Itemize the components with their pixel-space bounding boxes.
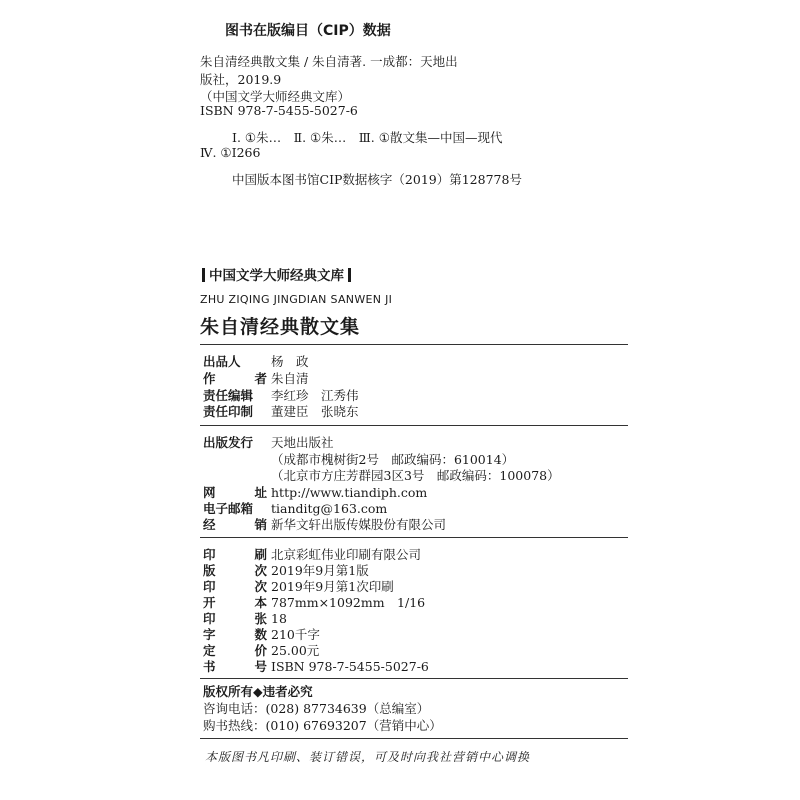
credit-label: 作 者 bbox=[203, 371, 267, 386]
publish-value: 新华文轩出版传媒股份有限公司 bbox=[271, 517, 447, 532]
cip-line: ISBN 978-7-5455-5027-6 bbox=[200, 103, 358, 118]
book-pinyin-title: ZHU ZIQING JINGDIAN SANWEN JI bbox=[200, 293, 393, 306]
publish-row bbox=[203, 433, 334, 451]
book-title: 朱自清经典散文集 bbox=[200, 316, 361, 338]
spec-value: 787mm×1092mm 1/16 bbox=[271, 595, 426, 610]
copyright-notice: 版权所有◆违者必究 bbox=[203, 684, 313, 699]
spec-label: 定 价 bbox=[203, 643, 267, 658]
divider bbox=[200, 678, 628, 679]
divider bbox=[200, 344, 628, 345]
cip-line: Ⅰ. ①朱… Ⅱ. ①朱… Ⅲ. ①散文集—中国—现代 bbox=[232, 130, 503, 145]
brand-bar-right bbox=[348, 268, 351, 282]
credit-value: 董建臣 张晓东 bbox=[271, 404, 359, 419]
publish-label: 出版发行 bbox=[203, 435, 254, 450]
spec-value: 2019年9月第1次印刷 bbox=[271, 579, 394, 594]
cip-line: （中国文学大师经典文库） bbox=[200, 89, 351, 104]
spec-value: 北京彩虹伟业印刷有限公司 bbox=[271, 547, 422, 562]
website-link[interactable]: http://www.tiandiph.com bbox=[271, 485, 428, 500]
spec-value: 210千字 bbox=[271, 627, 320, 642]
cip-line: 朱自清经典散文集 / 朱自清著. 一成都：天地出 bbox=[200, 54, 458, 69]
cip-record-number: 中国版本图书馆CIP数据核字（2019）第128778号 bbox=[232, 172, 522, 187]
spec-label: 印 张 bbox=[203, 611, 267, 626]
email-link[interactable]: tianditg@163.com bbox=[271, 501, 388, 516]
contact-phone: 咨询电话：(028) 87734639（总编室） bbox=[203, 701, 430, 716]
publish-address: （北京市方庄芳群园3区3号 邮政编码：100078） bbox=[271, 468, 560, 483]
contact-hotline: 购书热线：(010) 67693207（营销中心） bbox=[203, 718, 442, 733]
price-value: 25.00元 bbox=[271, 643, 320, 658]
credit-row bbox=[203, 369, 309, 387]
credit-label: 出品人 bbox=[203, 354, 241, 369]
cip-line: Ⅳ. ①I266 bbox=[200, 145, 261, 160]
spec-label: 书 号 bbox=[203, 659, 267, 674]
cip-title: 图书在版编目（CIP）数据 bbox=[225, 23, 391, 39]
spec-label: 印 刷 bbox=[203, 547, 267, 562]
credit-value: 李红珍 江秀伟 bbox=[271, 388, 359, 403]
library-name: 中国文学大师经典文库 bbox=[209, 268, 344, 284]
publish-value: 天地出版社 bbox=[271, 435, 334, 450]
spec-label: 开 本 bbox=[203, 595, 267, 610]
publish-label: 电子邮箱 bbox=[203, 501, 254, 516]
credit-value: 朱自清 bbox=[271, 371, 309, 386]
spec-label: 版 次 bbox=[203, 563, 267, 578]
spec-row bbox=[203, 657, 429, 675]
divider bbox=[200, 738, 628, 739]
spec-value: 18 bbox=[271, 611, 287, 626]
publish-row bbox=[203, 466, 560, 484]
publish-label: 经 销 bbox=[203, 517, 267, 532]
publish-row bbox=[203, 515, 446, 533]
spec-value: 2019年9月第1版 bbox=[271, 563, 369, 578]
spec-label: 字 数 bbox=[203, 627, 267, 642]
spec-label: 印 次 bbox=[203, 579, 267, 594]
publish-label: 网 址 bbox=[203, 485, 267, 500]
brand-bar-left bbox=[202, 268, 205, 282]
credit-row bbox=[203, 352, 309, 370]
isbn-value: ISBN 978-7-5455-5027-6 bbox=[271, 659, 429, 674]
credit-row bbox=[203, 402, 359, 420]
credit-label: 责任编辑 bbox=[203, 388, 254, 403]
divider bbox=[200, 537, 628, 538]
credit-label: 责任印制 bbox=[203, 404, 254, 419]
publish-address: （成都市槐树街2号 邮政编码：610014） bbox=[271, 452, 515, 467]
cip-line: 版社，2019.9 bbox=[200, 72, 282, 87]
credit-value: 杨 政 bbox=[271, 354, 309, 369]
footer-note: 本版图书凡印刷、装订错误，可及时向我社营销中心调换 bbox=[205, 750, 531, 764]
library-brand bbox=[198, 264, 355, 284]
divider bbox=[200, 425, 628, 426]
